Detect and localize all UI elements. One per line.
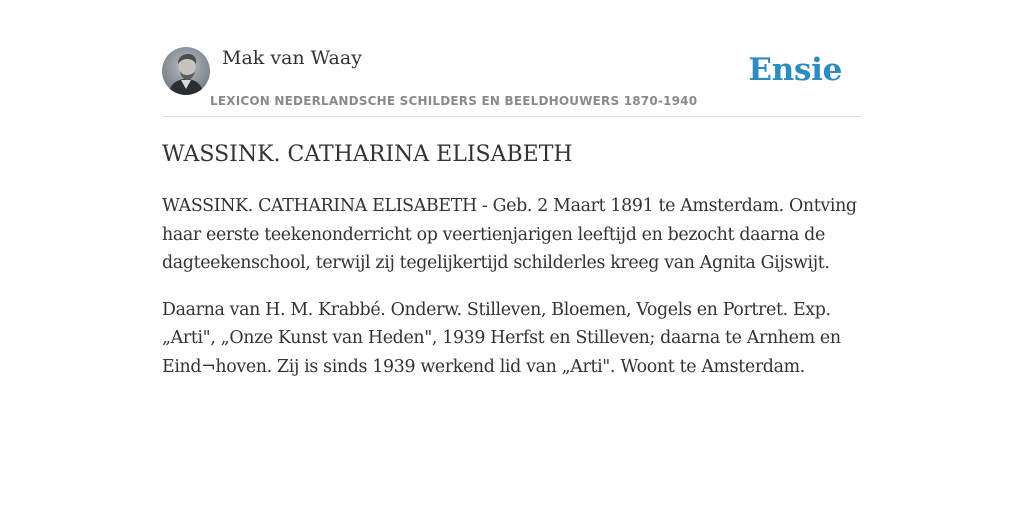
article-page [162, 0, 862, 512]
author-name[interactable]: Mak van Waay [222, 47, 362, 69]
article-paragraph: Daarna van H. M. Krabbé. Onderw. Stilleven, Bloemen, Vogels en Portret. Exp. „Arti", „Onze Kunst van Heden", 1939 Herfst en Stilleven; daarna te Arnhem en Eind¬hoven. Zij is sinds 1939 werkend lid van „Arti". Woont te Amsterdam. [162, 299, 841, 377]
source-lexicon-title[interactable]: LEXICON NEDERLANDSCHE SCHILDERS EN BEELDHOUWERS 1870-1940 [210, 94, 698, 108]
page-title: WASSINK. CATHARINA ELISABETH [162, 142, 573, 167]
article-paragraph: WASSINK. CATHARINA ELISABETH - Geb. 2 Maart 1891 te Amsterdam. Ontving haar eerste teekenonderricht op veertienjarigen leeftijd en bezocht daarna de dagteekenschool, terwijl zij tegelijkertijd schilderles kreeg van Agnita Gijswijt. [162, 196, 857, 273]
ensie-logo[interactable]: Ensie [748, 52, 842, 88]
author-portrait-icon[interactable] [162, 47, 210, 95]
article-body [162, 192, 862, 399]
article-header [162, 0, 862, 117]
